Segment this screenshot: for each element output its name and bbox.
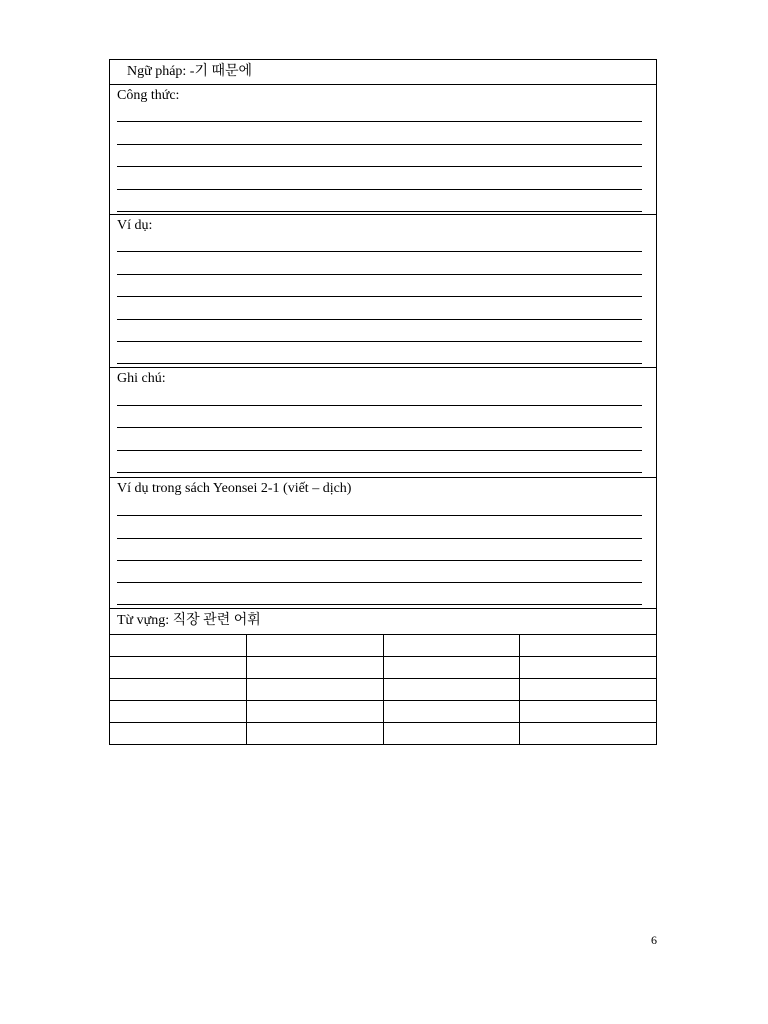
table-cell[interactable]: [520, 635, 657, 657]
table-cell[interactable]: [520, 679, 657, 701]
table-cell[interactable]: [246, 679, 383, 701]
writing-line[interactable]: [117, 560, 642, 561]
table-cell[interactable]: [110, 679, 247, 701]
grammar-title: Ngữ pháp: -기 때문에: [109, 59, 657, 85]
writing-line[interactable]: [117, 211, 642, 212]
table-cell[interactable]: [383, 701, 520, 723]
writing-line[interactable]: [117, 296, 642, 297]
table-cell[interactable]: [246, 701, 383, 723]
writing-line[interactable]: [117, 604, 642, 605]
writing-line[interactable]: [117, 515, 642, 516]
writing-line[interactable]: [117, 472, 642, 473]
page-number: 6: [651, 933, 657, 947]
writing-line[interactable]: [117, 251, 642, 252]
table-row: [110, 657, 657, 679]
writing-line[interactable]: [117, 189, 642, 190]
vocabulary-table: [109, 635, 657, 745]
table-cell[interactable]: [110, 635, 247, 657]
writing-line[interactable]: [117, 405, 642, 406]
table-cell[interactable]: [110, 701, 247, 723]
table-cell[interactable]: [383, 723, 520, 745]
table-cell[interactable]: [383, 635, 520, 657]
table-cell[interactable]: [520, 723, 657, 745]
table-cell[interactable]: [520, 657, 657, 679]
table-row: [110, 723, 657, 745]
writing-line[interactable]: [117, 538, 642, 539]
table-row: [110, 701, 657, 723]
example-label: Ví dụ:: [117, 218, 153, 233]
table-cell[interactable]: [383, 657, 520, 679]
writing-line[interactable]: [117, 319, 642, 320]
vocabulary-title: Từ vựng: 직장 관련 어휘: [109, 609, 657, 635]
example-section: [109, 215, 657, 368]
book-example-label: Ví dụ trong sách Yeonsei 2-1 (viết – dịch): [117, 481, 352, 496]
table-cell[interactable]: [383, 679, 520, 701]
writing-line[interactable]: [117, 166, 642, 167]
table-cell[interactable]: [110, 723, 247, 745]
writing-line[interactable]: [117, 144, 642, 145]
note-section: [109, 368, 657, 478]
writing-line[interactable]: [117, 427, 642, 428]
table-cell[interactable]: [246, 657, 383, 679]
writing-line[interactable]: [117, 450, 642, 451]
worksheet: [109, 59, 657, 745]
writing-line[interactable]: [117, 274, 642, 275]
book-example-section: [109, 478, 657, 609]
table-cell[interactable]: [246, 635, 383, 657]
note-label: Ghi chú:: [117, 371, 166, 386]
table-cell[interactable]: [520, 701, 657, 723]
writing-line[interactable]: [117, 121, 642, 122]
formula-label: Công thức:: [117, 88, 180, 103]
writing-line[interactable]: [117, 582, 642, 583]
writing-line[interactable]: [117, 363, 642, 364]
table-cell[interactable]: [110, 657, 247, 679]
writing-line[interactable]: [117, 341, 642, 342]
table-cell[interactable]: [246, 723, 383, 745]
table-row: [110, 635, 657, 657]
table-row: [110, 679, 657, 701]
formula-section: [109, 85, 657, 215]
